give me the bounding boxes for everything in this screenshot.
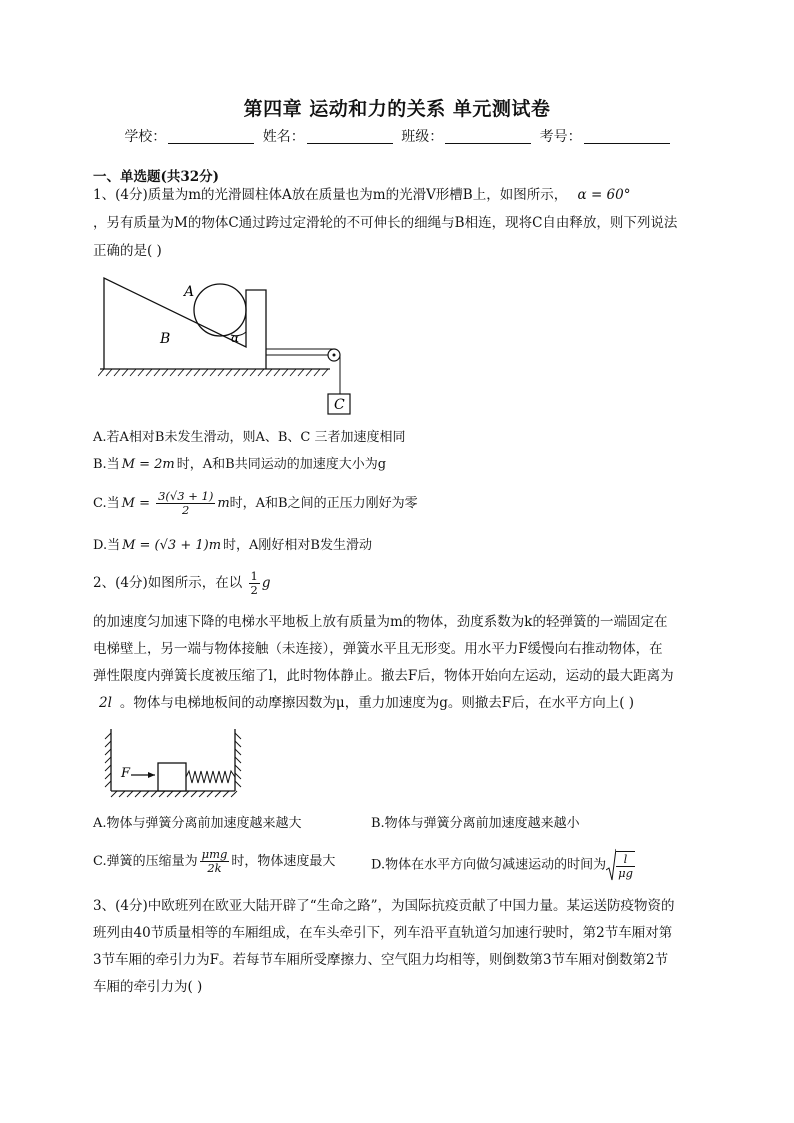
sqrt-expression: $\frac{l}{\mu g}$: [606, 848, 637, 882]
cylinder: [194, 284, 246, 336]
page-title: 第四章 运动和力的关系 单元测试卷: [243, 98, 551, 120]
q2-line5: 2l 。物体与电梯地板间的动摩擦因数为μ，重力加速度为g。则撤去F后，在水平方向上( ): [99, 695, 635, 711]
spring: [186, 771, 235, 783]
school-blank: [168, 129, 254, 144]
q2-option-D: D.物体在水平方向做匀减速运动的时间为 $\frac{l}{\mu g}$: [371, 848, 637, 882]
q3-line2: 班列由40节质量相等的车厢组成，在车头牵引下，列车沿平直轨道匀加速行驶时，第2节车厢对第: [93, 925, 673, 941]
class-label: 班级：: [401, 129, 444, 145]
q2-option-B: B.物体与弹簧分离前加速度越来越小: [371, 816, 580, 831]
q1-c-fraction: $\frac{3(√3 + 1)}{2}$: [158, 489, 214, 517]
block: [158, 763, 186, 791]
q1-option-C: C.当 M = $\frac{3(√3 + 1)}{2}$ m时，A和B之间的正压力刚好为零: [93, 489, 418, 517]
q2-line3: 电梯壁上，另一端与物体接触（未连接），弹簧水平且无形变。用水平力F缓慢向右推动物体，在: [93, 641, 663, 657]
name-label: 姓名：: [262, 129, 305, 145]
student-info-row: [0, 126, 794, 146]
q1-option-B: B.当 M = 2m 时，A和B共同运动的加速度大小为g: [93, 457, 387, 472]
label-C: C: [334, 397, 345, 413]
exam-number-label: 考号：: [539, 129, 582, 145]
label-alpha: α: [231, 331, 240, 345]
school-label: 学校：: [124, 129, 167, 145]
class-blank: [445, 129, 531, 144]
q2-c-fraction: $\frac{\text{μmg}}{2k}$: [201, 847, 228, 875]
label-A: A: [184, 284, 195, 300]
q2-option-C: C.弹簧的压缩量为 $\frac{\text{μmg}}{2k}$ 时，物体速度最大: [93, 847, 336, 875]
q2-option-A: A.物体与弹簧分离前加速度越来越大: [93, 816, 302, 831]
q1-line1: [93, 182, 705, 208]
q3-line4: 车厢的牵引力为( ): [93, 979, 203, 995]
q1-option-A: A.若A相对B未发生滑动，则A、B、C 三者加速度相同: [93, 430, 406, 445]
label-F: F: [121, 766, 131, 781]
q1-alpha-value: α = 60°: [577, 187, 631, 203]
label-B: B: [160, 331, 171, 347]
q3-line3: 3节车厢的牵引力为F。若每节车厢所受摩擦力、空气阻力均相等，则倒数第3节车厢对倒数第2节: [93, 952, 669, 968]
q1-text-1: 1、(4分)质量为m的光滑圆柱体A放在质量也为m的光滑V形槽B上，如图所示，: [93, 187, 568, 203]
q1-option-D: D.当 M = (√3 + 1)m 时，A刚好相对B发生滑动: [93, 538, 372, 553]
name-blank: [307, 129, 393, 144]
q2-line1: 2、(4分)如图所示，在以 $\frac{1}{2}$ g: [93, 569, 271, 597]
q2-line4: 弹性限度内弹簧长度被压缩了l，此时物体静止。撤去F后，物体开始向左运动，运动的最大距离为: [93, 668, 674, 684]
q2-half-fraction: $\frac{1}{2}$: [250, 569, 258, 597]
exam-number-blank: [584, 129, 670, 144]
q1-line2: ，另有质量为M的物体C通过跨过定滑轮的不可伸长的细绳与B相连，现将C自由释放，则下列说法: [93, 215, 678, 231]
q2-line2: 的加速度匀加速下降的电梯水平地板上放有质量为m的物体，劲度系数为k的轻弹簧的一端固定在: [93, 614, 668, 630]
q1-figure: [98, 272, 363, 417]
section-heading: 一、单选题(共32分): [93, 169, 220, 185]
q3-line1: 3、(4分)中欧班列在欧亚大陆开辟了“生命之路”，为国际抗疫贡献了中国力量。某运送防疫物资的: [93, 898, 675, 914]
q1-line3: 正确的是( ): [93, 243, 162, 259]
ground-hatch: [98, 369, 328, 376]
q2-figure: [103, 727, 243, 802]
